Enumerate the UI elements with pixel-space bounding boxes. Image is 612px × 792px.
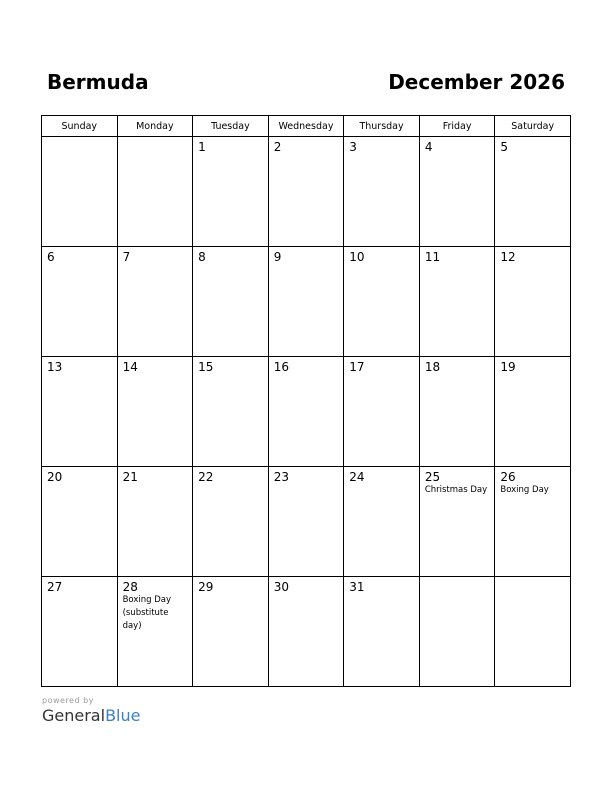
day-cell: [193, 247, 269, 357]
day-number: 21: [122, 470, 138, 484]
day-number: 10: [349, 250, 365, 264]
day-number: 8: [198, 250, 206, 264]
day-cell: [193, 357, 269, 467]
weekday-header: Saturday: [495, 116, 571, 137]
day-number: 5: [500, 140, 509, 154]
generalblue-logo: [42, 706, 140, 725]
day-cell: [495, 137, 571, 247]
day-number: 1: [198, 140, 206, 154]
day-number: 17: [349, 360, 365, 374]
holiday-label: Boxing Day (substitute day): [122, 595, 171, 631]
calendar-grid: [41, 115, 571, 687]
day-number: 14: [122, 360, 138, 374]
day-number: 4: [424, 140, 433, 154]
day-cell: [42, 137, 118, 247]
day-cell: [419, 247, 495, 357]
day-cell: [117, 137, 193, 247]
powered-by-text: powered by: [42, 696, 94, 705]
day-cell: [419, 357, 495, 467]
logo-general: General: [42, 706, 106, 725]
day-cell: [117, 247, 193, 357]
day-cell: [193, 137, 269, 247]
day-cell: [117, 577, 193, 687]
day-cell: [117, 467, 193, 577]
day-cell: [344, 357, 420, 467]
day-cell: [268, 247, 344, 357]
day-cell: [268, 357, 344, 467]
day-cell: [268, 577, 344, 687]
day-cell: [419, 577, 495, 687]
weekday-header: Monday: [117, 116, 193, 137]
day-cell: [344, 137, 420, 247]
day-number: 26: [500, 470, 516, 484]
day-cell: [42, 577, 118, 687]
day-cell: [419, 467, 495, 577]
day-number: 13: [47, 360, 63, 374]
day-number: 6: [47, 250, 55, 264]
day-number: 23: [273, 470, 289, 484]
day-cell: [42, 247, 118, 357]
day-cell: [268, 467, 344, 577]
week-row: [42, 467, 571, 577]
day-cell: [495, 467, 571, 577]
day-cell: [495, 577, 571, 687]
day-cell: [193, 467, 269, 577]
week-row: [42, 357, 571, 467]
day-number: 30: [273, 580, 289, 594]
day-number: 7: [122, 250, 131, 264]
day-number: 25: [424, 470, 441, 484]
day-number: 27: [47, 580, 63, 594]
month-year-title: December 2026: [388, 70, 565, 94]
footer-brand: [42, 696, 140, 725]
weekday-header: Sunday: [42, 116, 118, 137]
day-cell: [42, 357, 118, 467]
day-number: 9: [273, 250, 282, 264]
day-cell: [193, 577, 269, 687]
weekday-header: Friday: [419, 116, 495, 137]
day-number: 29: [198, 580, 214, 594]
day-cell: [344, 467, 420, 577]
holiday-label: Christmas Day: [424, 485, 488, 495]
day-number: 24: [349, 470, 365, 484]
day-number: 20: [47, 470, 63, 484]
day-cell: [117, 357, 193, 467]
day-number: 31: [349, 580, 365, 594]
day-cell: [344, 247, 420, 357]
day-number: 11: [424, 250, 441, 264]
day-number: 28: [122, 580, 138, 594]
week-row: [42, 247, 571, 357]
weekday-header: Thursday: [344, 116, 420, 137]
day-number: 15: [198, 360, 214, 374]
day-cell: [268, 137, 344, 247]
day-cell: [495, 357, 571, 467]
day-number: 3: [349, 140, 357, 154]
weekday-header: Wednesday: [268, 116, 344, 137]
day-number: 12: [500, 250, 516, 264]
day-number: 19: [500, 360, 516, 374]
weekday-header: Tuesday: [193, 116, 269, 137]
weekday-header-row: [42, 116, 571, 137]
day-number: 22: [198, 470, 214, 484]
day-cell: [42, 467, 118, 577]
day-number: 18: [424, 360, 441, 374]
week-row: [42, 137, 571, 247]
day-number: 16: [273, 360, 289, 374]
day-number: 2: [273, 140, 282, 154]
week-row: [42, 577, 571, 687]
day-cell: [344, 577, 420, 687]
day-cell: [419, 137, 495, 247]
country-title: Bermuda: [47, 70, 149, 94]
holiday-label: Boxing Day: [500, 485, 549, 495]
day-cell: [495, 247, 571, 357]
logo-blue: Blue: [105, 706, 141, 725]
